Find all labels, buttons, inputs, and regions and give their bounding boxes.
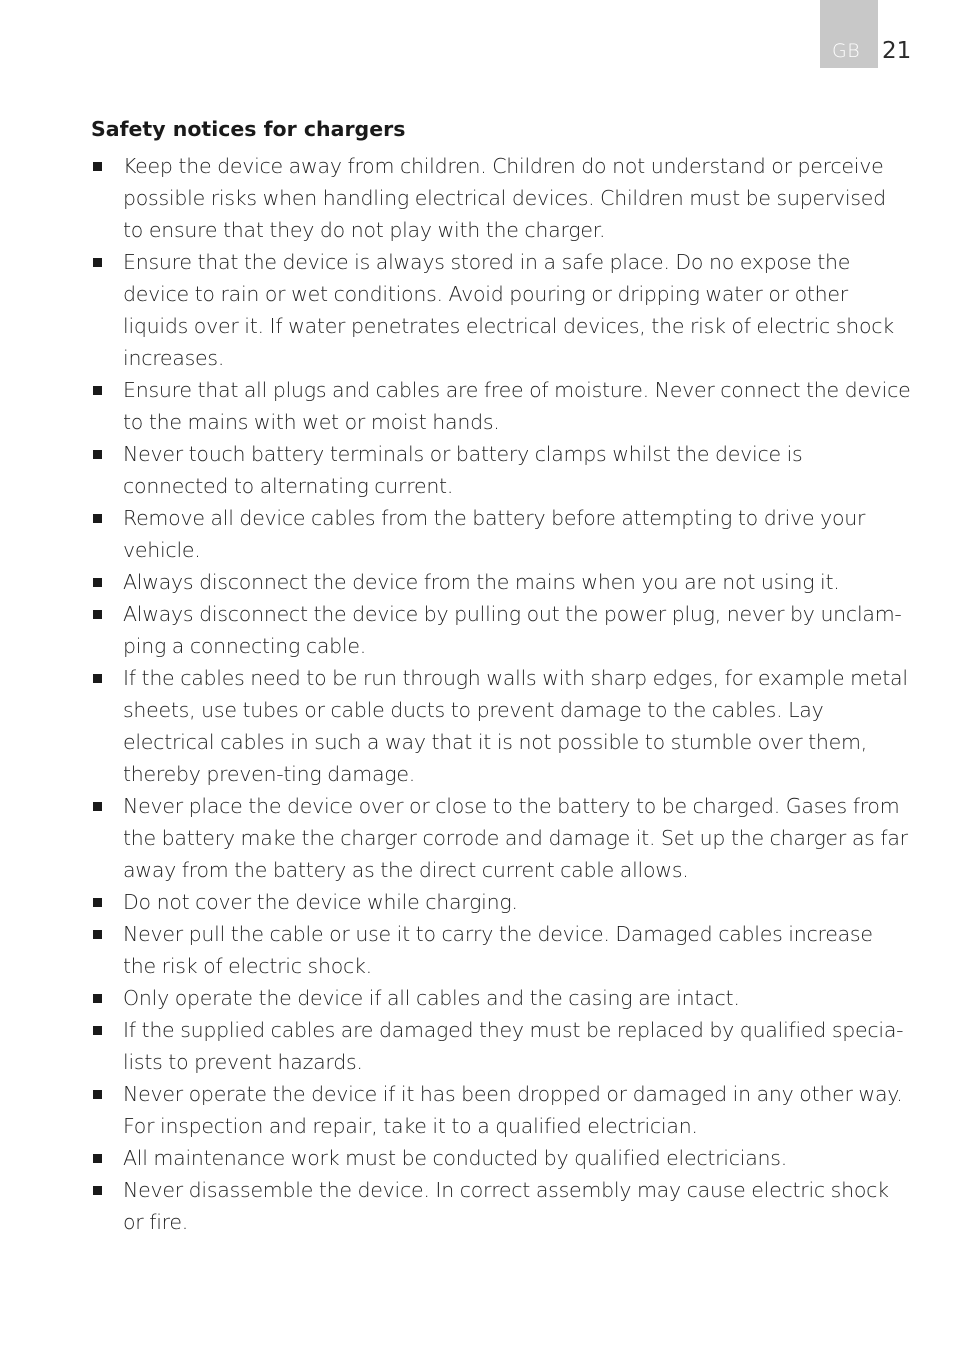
square-bullet-icon bbox=[93, 450, 102, 459]
list-item-text: If the cables need to be run through walls with sharp edges, for example metal sheets, use tubes or cable ducts to prevent damage to the cables. Lay electrical cables in such a way that it is not possible to stumble over them, thereby preven-ting damage. bbox=[123, 666, 908, 786]
section-heading: Safety notices for chargers bbox=[91, 117, 406, 141]
list-item-text: Never disassemble the device. In correct assembly may cause electric shock or fire. bbox=[123, 1178, 889, 1234]
list-item bbox=[91, 982, 911, 1014]
safety-notice-list bbox=[91, 150, 911, 1238]
list-item-text: Do not cover the device while charging. bbox=[123, 890, 518, 914]
list-item bbox=[91, 918, 911, 982]
language-tab-label: GB bbox=[832, 40, 861, 62]
square-bullet-icon bbox=[93, 578, 102, 587]
list-item-text: Always disconnect the device by pulling out the power plug, never by unclam-ping a connecting cable. bbox=[123, 602, 902, 658]
list-item-text: Never place the device over or close to the battery to be charged. Gases from the battery make the charger corrode and damage it. Set up the charger as far away from the battery as the direct current cable allows. bbox=[123, 794, 908, 882]
square-bullet-icon bbox=[93, 1090, 102, 1099]
list-item bbox=[91, 1078, 911, 1142]
list-item-text: All maintenance work must be conducted by qualified electricians. bbox=[123, 1146, 787, 1170]
square-bullet-icon bbox=[93, 258, 102, 267]
square-bullet-icon bbox=[93, 930, 102, 939]
square-bullet-icon bbox=[93, 162, 102, 171]
list-item-text: If the supplied cables are damaged they must be replaced by qualified specia-lists to prevent hazards. bbox=[123, 1018, 904, 1074]
list-item bbox=[91, 1174, 911, 1238]
square-bullet-icon bbox=[93, 1026, 102, 1035]
square-bullet-icon bbox=[93, 802, 102, 811]
square-bullet-icon bbox=[93, 610, 102, 619]
list-item bbox=[91, 150, 911, 246]
list-item bbox=[91, 502, 911, 566]
list-item bbox=[91, 566, 911, 598]
square-bullet-icon bbox=[93, 1154, 102, 1163]
list-item bbox=[91, 438, 911, 502]
square-bullet-icon bbox=[93, 674, 102, 683]
list-item-text: Keep the device away from children. Children do not understand or perceive possible risks when handling electrical devices. Children must be supervised to ensure that they do not play with the charger. bbox=[123, 154, 886, 242]
list-item bbox=[91, 886, 911, 918]
square-bullet-icon bbox=[93, 514, 102, 523]
list-item bbox=[91, 1014, 911, 1078]
square-bullet-icon bbox=[93, 898, 102, 907]
square-bullet-icon bbox=[93, 386, 102, 395]
list-item bbox=[91, 246, 911, 374]
safety-notices-section bbox=[91, 114, 911, 1238]
list-item bbox=[91, 662, 911, 790]
list-item bbox=[91, 598, 911, 662]
list-item-text: Ensure that the device is always stored in a safe place. Do no expose the device to rain or wet conditions. Avoid pouring or dripping water or other liquids over it. If water penetrates electrical devices, the risk of electric shock increases. bbox=[123, 250, 894, 370]
list-item-text: Never touch battery terminals or battery clamps whilst the device is connected to alternating current. bbox=[123, 442, 803, 498]
list-item-text: Never operate the device if it has been dropped or damaged in any other way. For inspection and repair, take it to a qualified electrician. bbox=[123, 1082, 903, 1138]
list-item bbox=[91, 374, 911, 438]
list-item-text: Always disconnect the device from the mains when you are not using it. bbox=[123, 570, 840, 594]
square-bullet-icon bbox=[93, 1186, 102, 1195]
square-bullet-icon bbox=[93, 994, 102, 1003]
list-item bbox=[91, 1142, 911, 1174]
page-number: 21 bbox=[882, 38, 912, 64]
list-item-text: Never pull the cable or use it to carry the device. Damaged cables increase the risk of electric shock. bbox=[123, 922, 873, 978]
list-item bbox=[91, 790, 911, 886]
list-item-text: Ensure that all plugs and cables are free of moisture. Never connect the device to the mains with wet or moist hands. bbox=[123, 378, 911, 434]
list-item-text: Remove all device cables from the battery before attempting to drive your vehicle. bbox=[123, 506, 866, 562]
list-item-text: Only operate the device if all cables and the casing are intact. bbox=[123, 986, 740, 1010]
